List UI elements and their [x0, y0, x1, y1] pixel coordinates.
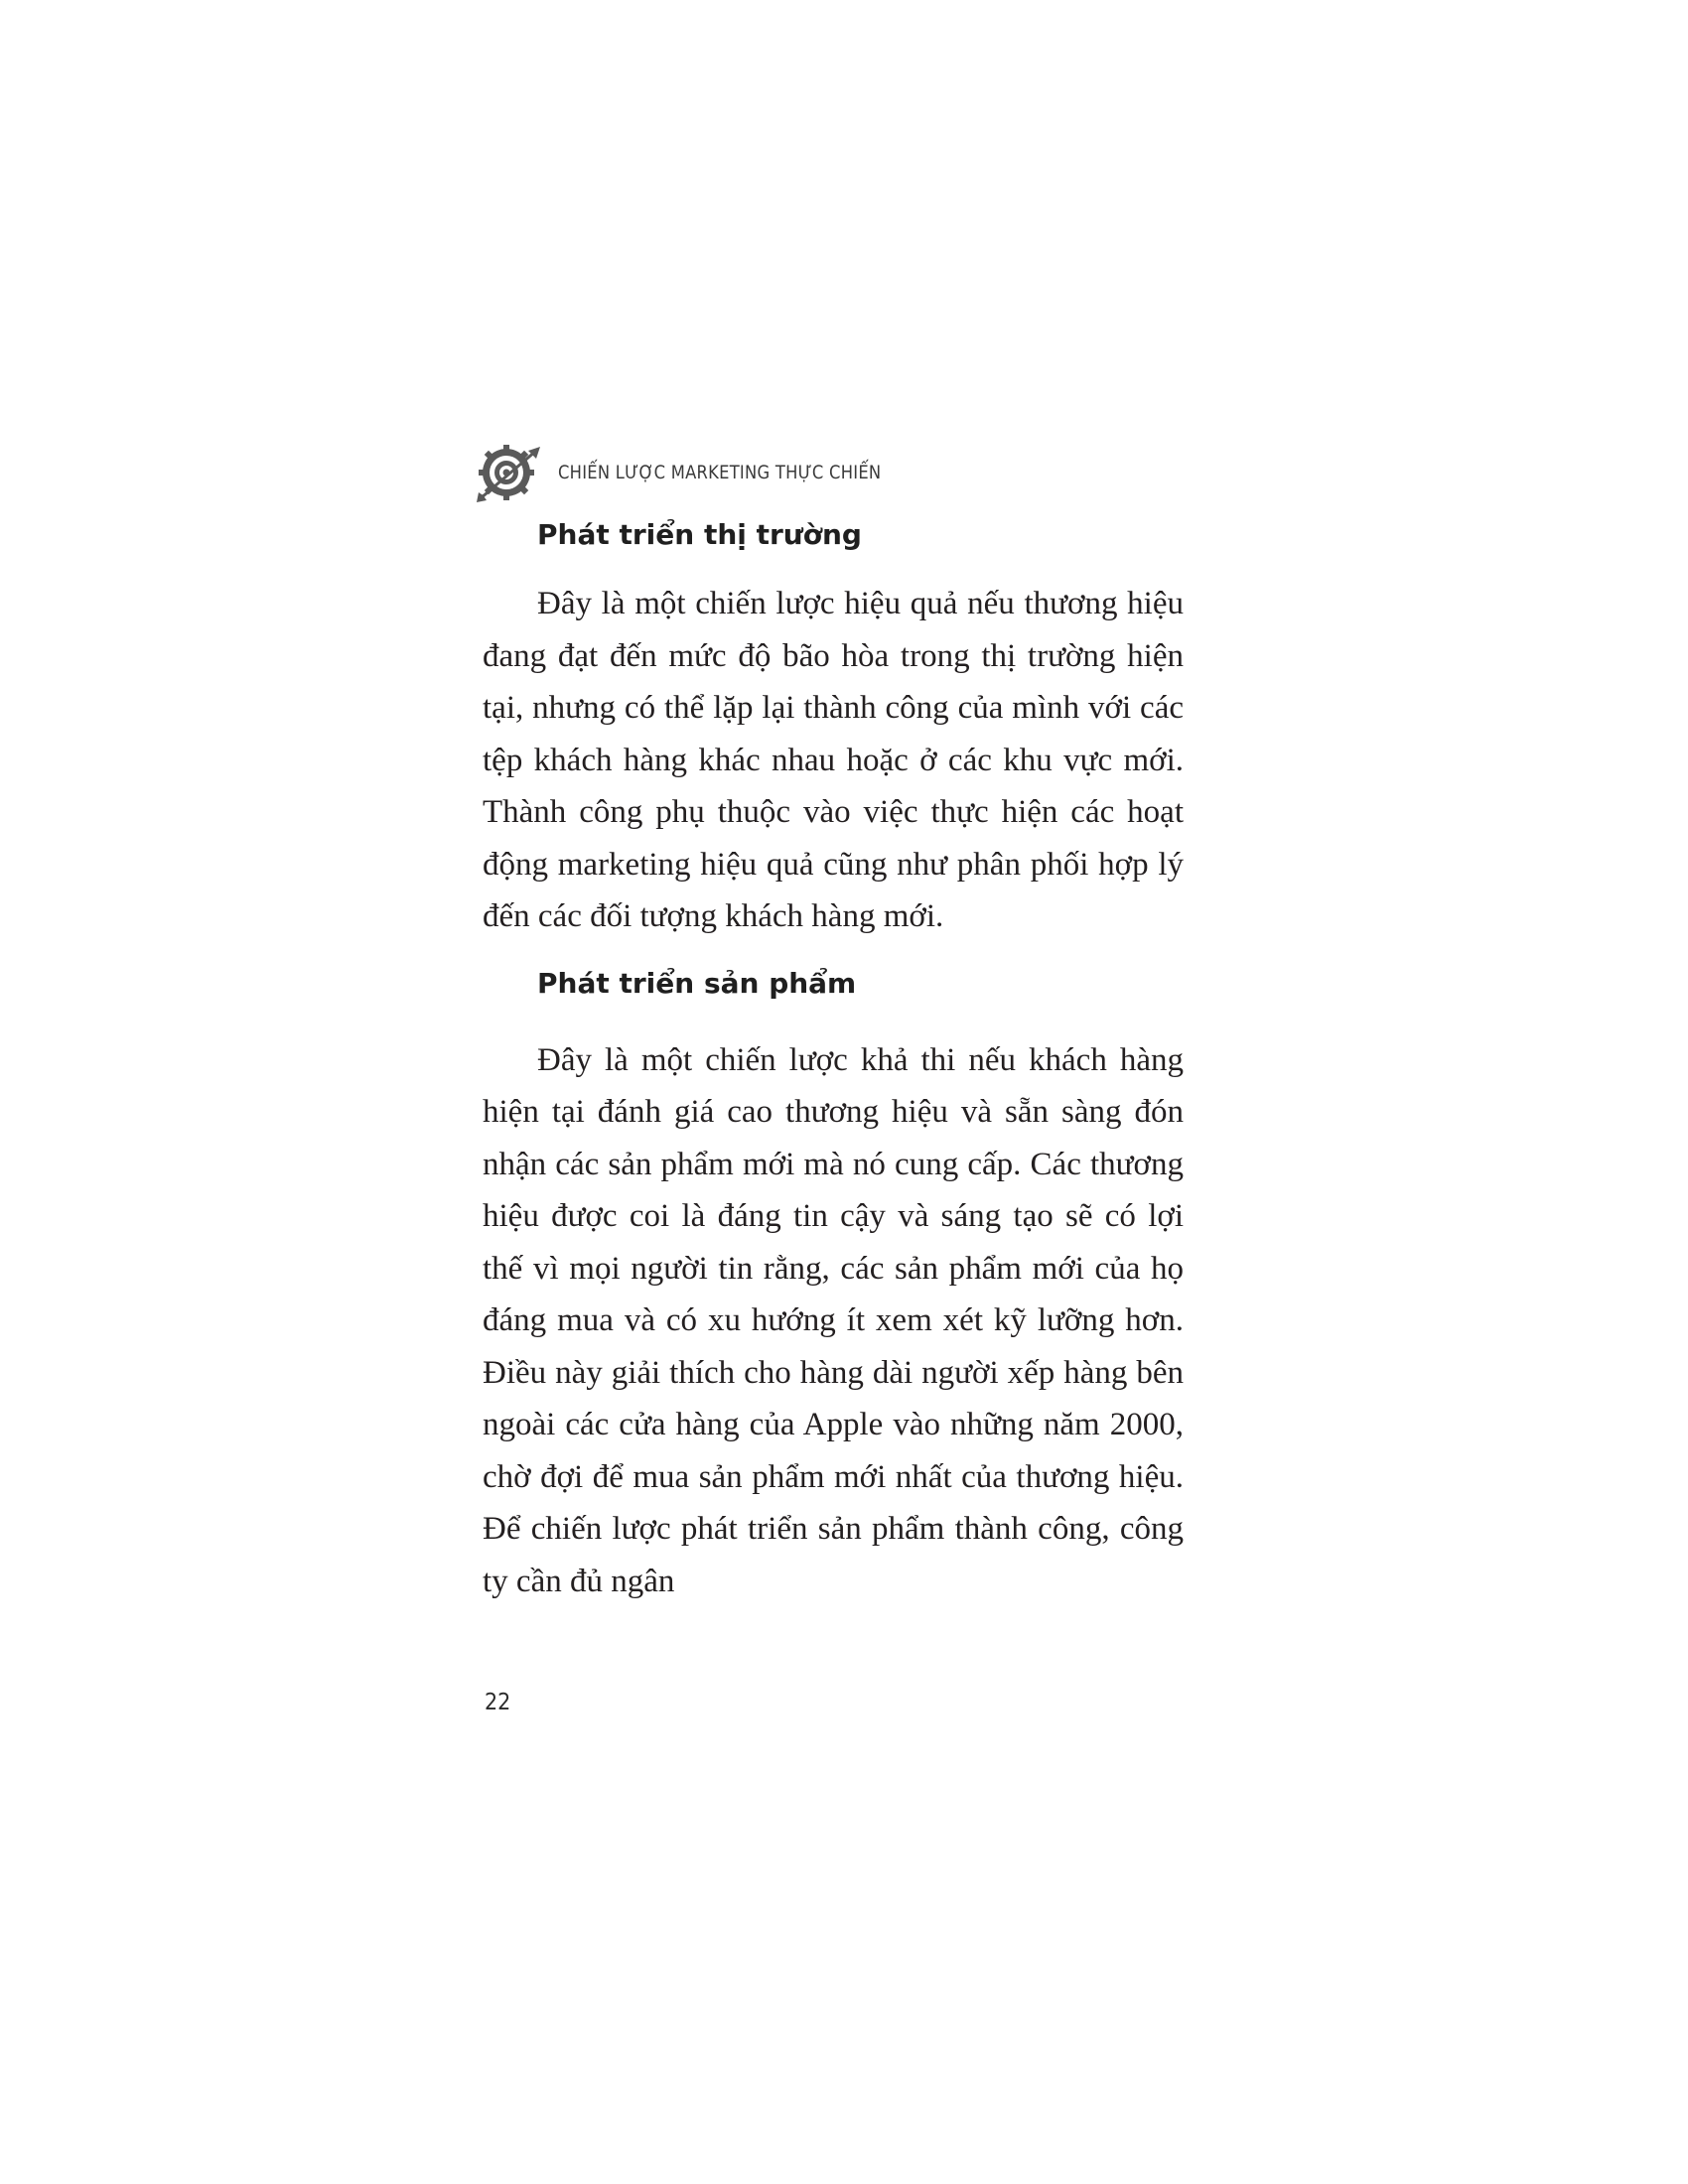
section-paragraph: Đây là một chiến lược hiệu quả nếu thương hiệu đang đạt đến mức độ bão hòa trong thị trường hiện tại, nhưng có thể lặp lại thành công của mình với các tệp khách hàng khác nhau hoặc ở các khu vực mới. Thành công phụ thuộc vào việc thực hiện các hoạt động marketing hiệu quả cũng như phân phối hợp lý đến các đối tượng khách hàng mới.	[483, 586, 1184, 934]
section-heading: Phát triển sản phẩm	[537, 966, 857, 1000]
section-paragraph: Đây là một chiến lược khả thi nếu khách hàng hiện tại đánh giá cao thương hiệu và sẵn sàng đón nhận các sản phẩm mới mà nó cung cấp. Các thương hiệu được coi là đáng tin cậy và sáng tạo sẽ có lợi thế vì mọi người tin rằng, các sản phẩm mới của họ đáng mua và có xu hướng ít xem xét kỹ lưỡng hơn. Điều này giải thích cho hàng dài người xếp hàng bên ngoài các cửa hàng của Apple vào những năm 2000, chờ đợi để mua sản phẩm mới nhất của thương hiệu. Để chiến lược phát triển sản phẩm thành công, công ty cần đủ ngân	[483, 1041, 1184, 1599]
running-header	[475, 443, 933, 502]
running-header-title: CHIẾN LƯỢC MARKETING THỰC CHIẾN	[558, 462, 882, 483]
page-number: 22	[485, 1690, 511, 1715]
page-content	[483, 496, 1184, 1607]
section-heading: Phát triển thị trường	[537, 518, 862, 551]
target-with-arrow-icon	[475, 443, 546, 502]
